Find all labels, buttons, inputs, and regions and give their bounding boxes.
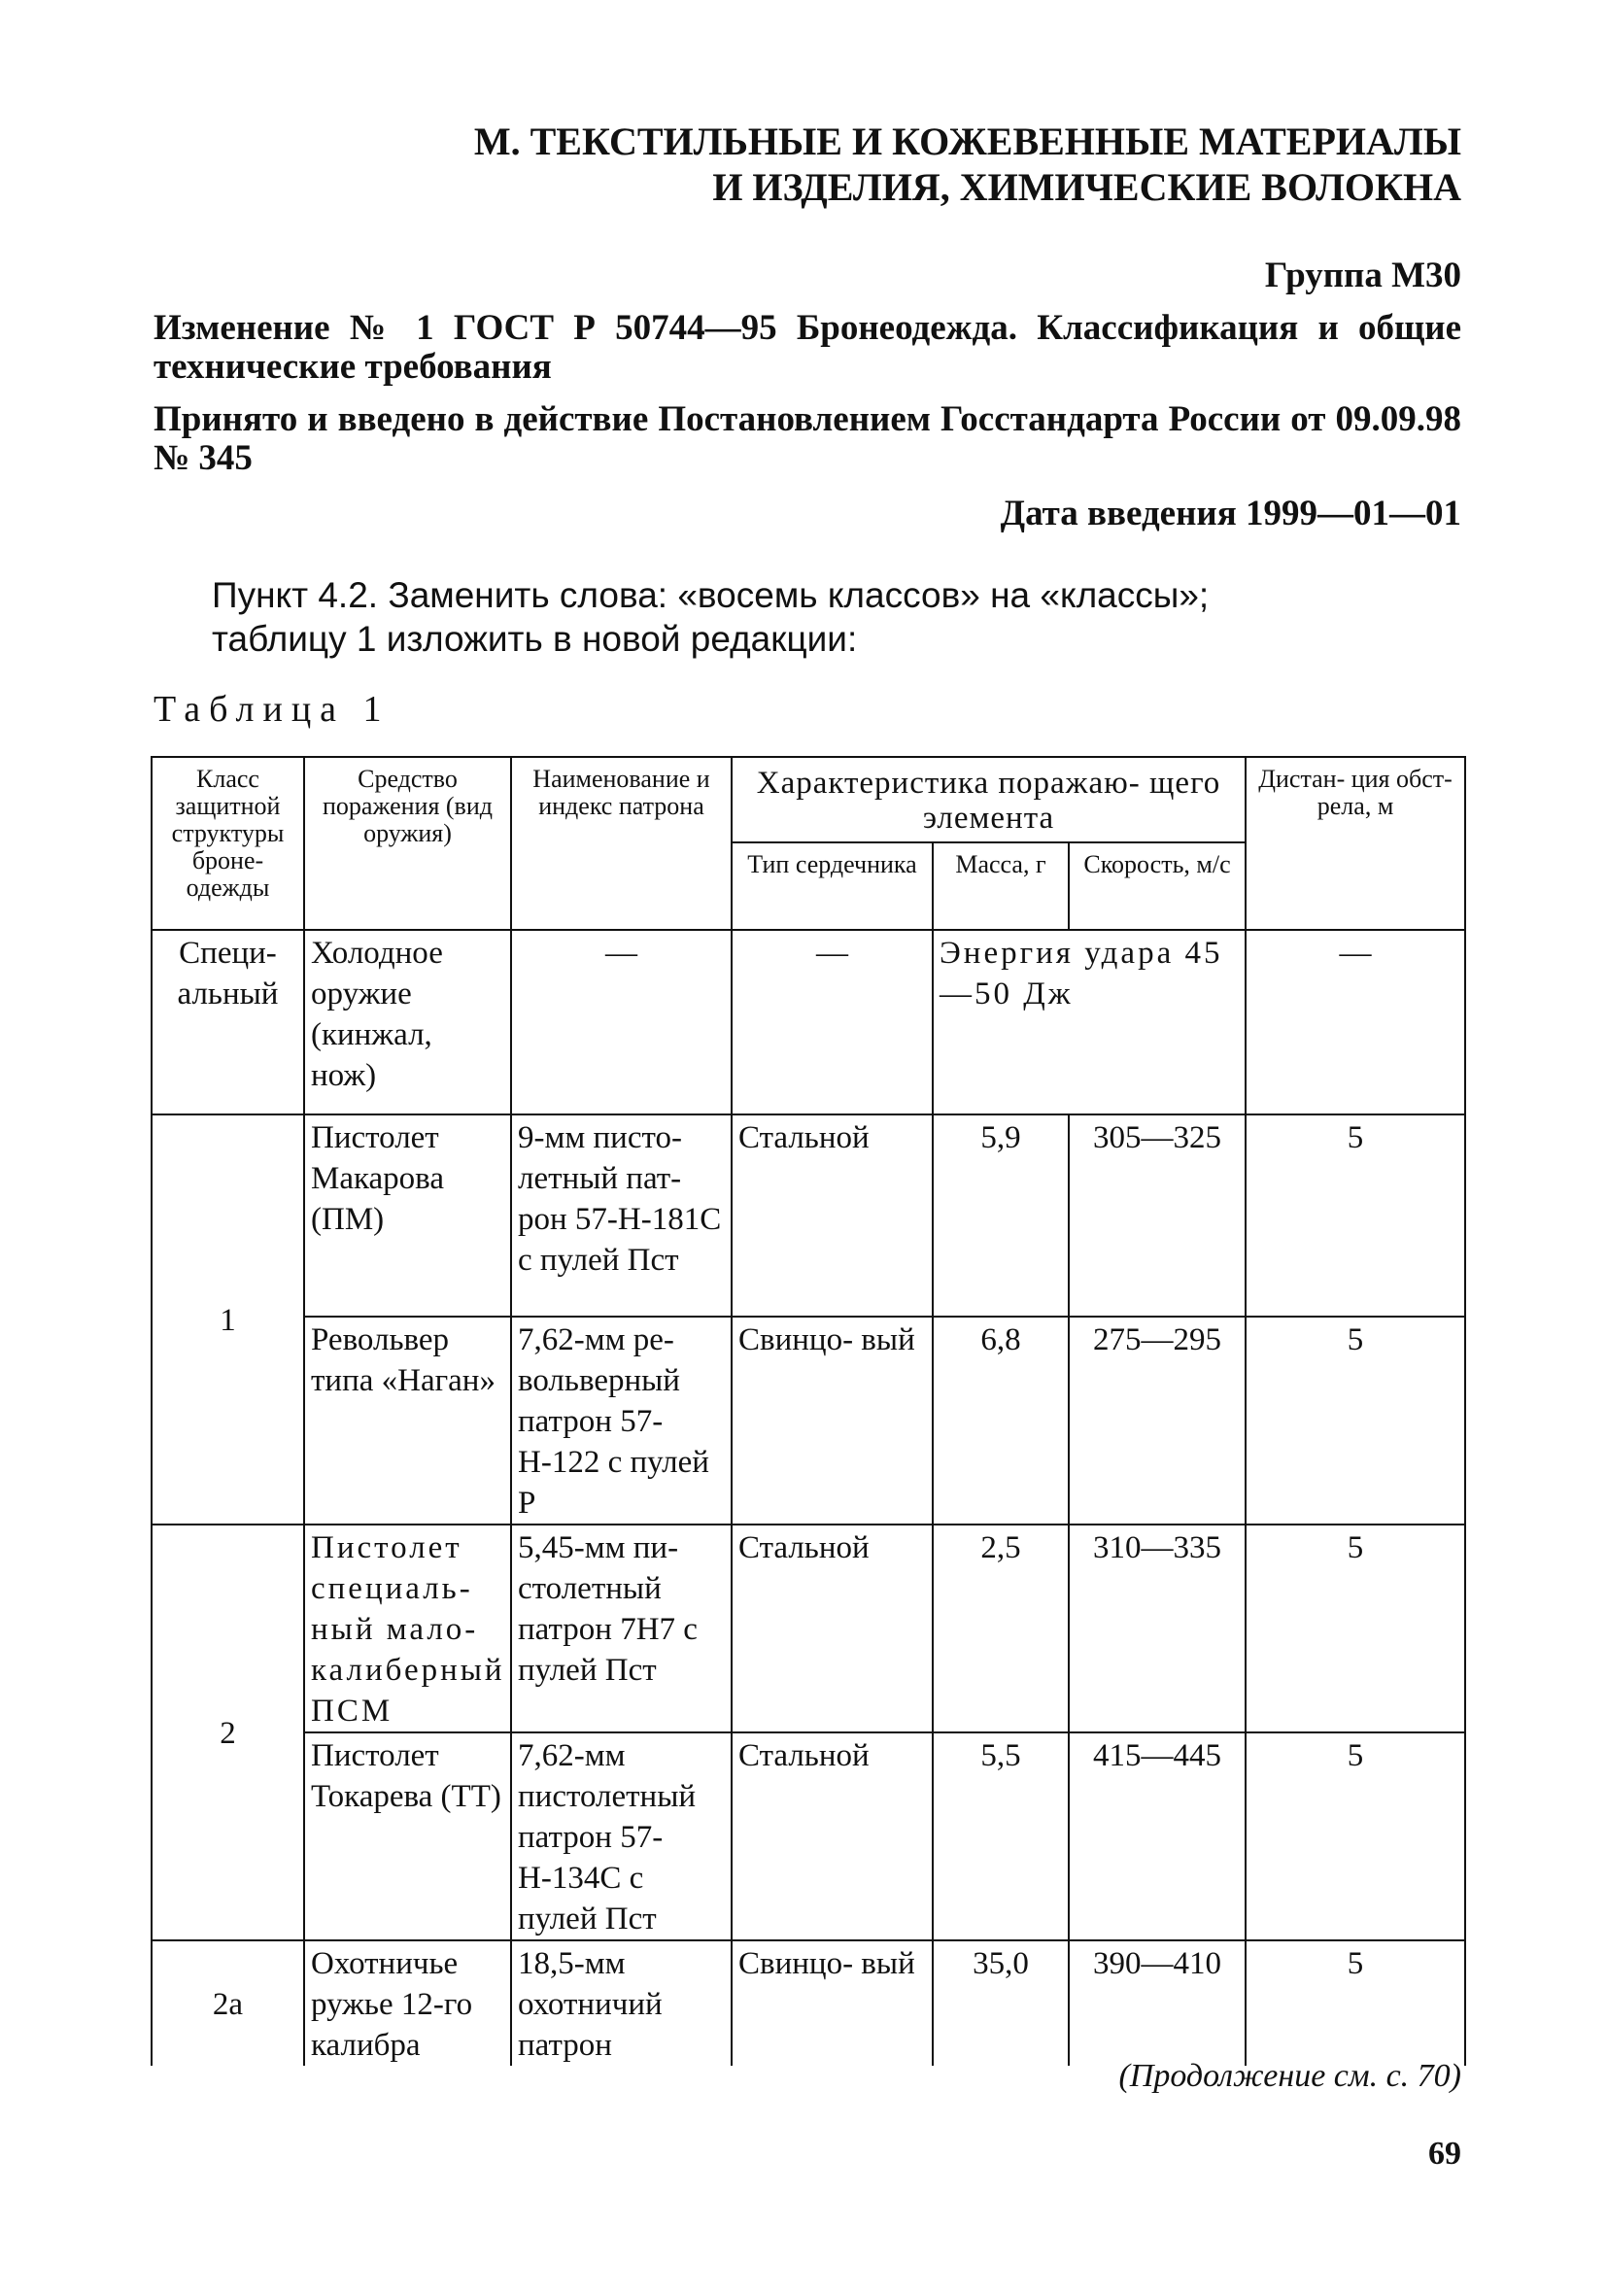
table-row xyxy=(152,1525,1465,1732)
cartridge-cell: 7,62-мм ре- вольверный патрон 57-Н-122 с пулей Р xyxy=(511,1317,732,1525)
classification-table xyxy=(151,756,1466,2066)
introduction-date: Дата введения 1999—01—01 xyxy=(1000,494,1461,533)
weapon-cell: Холодное оружие (кинжал, нож) xyxy=(304,930,511,1114)
class-cell: 1 xyxy=(152,1114,304,1525)
mass-cell: 6,8 xyxy=(933,1317,1069,1525)
mass-cell: 5,5 xyxy=(933,1732,1069,1940)
header-distance: Дистан- ция обст- рела, м xyxy=(1246,757,1465,930)
accepted-statement: Принято и введено в действие Постановлением Госстандарта России от 09.09.98 № 345 xyxy=(154,399,1461,478)
weapon-cell: Пистолет специаль- ный мало- калиберный ПСМ xyxy=(304,1525,511,1732)
distance-cell: 5 xyxy=(1246,1114,1465,1317)
speed-cell: 390—410 xyxy=(1069,1940,1246,2066)
amendment-paragraph xyxy=(212,573,1378,661)
speed-cell: 275—295 xyxy=(1069,1317,1246,1525)
cartridge-cell: 7,62-мм пистолетный патрон 57-Н-134С с пулей Пст xyxy=(511,1732,732,1940)
section-title-line2: И ИЗДЕЛИЯ, ХИМИЧЕСКИЕ ВОЛОКНА xyxy=(712,165,1461,209)
table-row xyxy=(152,930,1465,1114)
continuation-note: (Продолжение см. с. 70) xyxy=(1118,2058,1461,2094)
distance-cell: 5 xyxy=(1246,1940,1465,2066)
core-cell: Стальной xyxy=(732,1114,933,1317)
page-number: 69 xyxy=(1428,2136,1461,2172)
core-cell: Свинцо- вый xyxy=(732,1940,933,2066)
table-row xyxy=(152,1317,1465,1525)
change-title: Изменение № 1 ГОСТ Р 50744—95 Бронеодежда. Классификация и общие технические требования xyxy=(154,308,1461,387)
section-title-line1: М. ТЕКСТИЛЬНЫЕ И КОЖЕВЕННЫЕ МАТЕРИАЛЫ xyxy=(473,120,1461,163)
header-speed: Скорость, м/с xyxy=(1069,842,1246,930)
cartridge-cell: 5,45-мм пи- столетный патрон 7Н7 с пулей Пст xyxy=(511,1525,732,1732)
group-code: Группа М30 xyxy=(1264,256,1461,295)
mass-cell: 35,0 xyxy=(933,1940,1069,2066)
mass-cell: 5,9 xyxy=(933,1114,1069,1317)
header-cartridge: Наименование и индекс патрона xyxy=(511,757,732,930)
distance-cell: — xyxy=(1246,930,1465,1114)
core-cell: Стальной xyxy=(732,1732,933,1940)
mass-cell: 2,5 xyxy=(933,1525,1069,1732)
header-characteristic: Характеристика поражаю- щего элемента xyxy=(732,757,1246,842)
table-row xyxy=(152,1940,1465,2066)
cartridge-cell: — xyxy=(511,930,732,1114)
weapon-cell: Пистолет Макарова (ПМ) xyxy=(304,1114,511,1317)
table-caption: Таблица 1 xyxy=(154,689,391,730)
class-cell: 2а xyxy=(152,1940,304,2066)
amendment-line2: таблицу 1 изложить в новой редакции: xyxy=(212,619,858,659)
table-row xyxy=(152,1114,1465,1317)
class-cell: Специ- альный xyxy=(152,930,304,1114)
header-mass: Масса, г xyxy=(933,842,1069,930)
header-core: Тип сердечника xyxy=(732,842,933,930)
weapon-cell: Револьвер типа «Наган» xyxy=(304,1317,511,1525)
speed-cell: 310—335 xyxy=(1069,1525,1246,1732)
cartridge-cell: 18,5-мм охотничий патрон xyxy=(511,1940,732,2066)
table-row xyxy=(152,1732,1465,1940)
weapon-cell: Охотничье ружье 12-го калибра xyxy=(304,1940,511,2066)
weapon-cell: Пистолет Токарева (ТТ) xyxy=(304,1732,511,1940)
core-cell: — xyxy=(732,930,933,1114)
amendment-line1: Пункт 4.2. Заменить слова: «восемь классов» на «классы»; xyxy=(212,575,1210,615)
core-cell: Стальной xyxy=(732,1525,933,1732)
distance-cell: 5 xyxy=(1246,1732,1465,1940)
cartridge-cell: 9-мм писто- летный пат- рон 57-Н-181С с пулей Пст xyxy=(511,1114,732,1317)
speed-cell: 305—325 xyxy=(1069,1114,1246,1317)
speed-cell: 415—445 xyxy=(1069,1732,1246,1940)
core-cell: Свинцо- вый xyxy=(732,1317,933,1525)
section-title xyxy=(393,119,1461,210)
class-cell: 2 xyxy=(152,1525,304,1940)
distance-cell: 5 xyxy=(1246,1525,1465,1732)
header-weapon: Средство поражения (вид оружия) xyxy=(304,757,511,930)
distance-cell: 5 xyxy=(1246,1317,1465,1525)
energy-cell: Энергия удара 45—50 Дж xyxy=(933,930,1246,1114)
header-class: Класс защитной структуры броне- одежды xyxy=(152,757,304,930)
